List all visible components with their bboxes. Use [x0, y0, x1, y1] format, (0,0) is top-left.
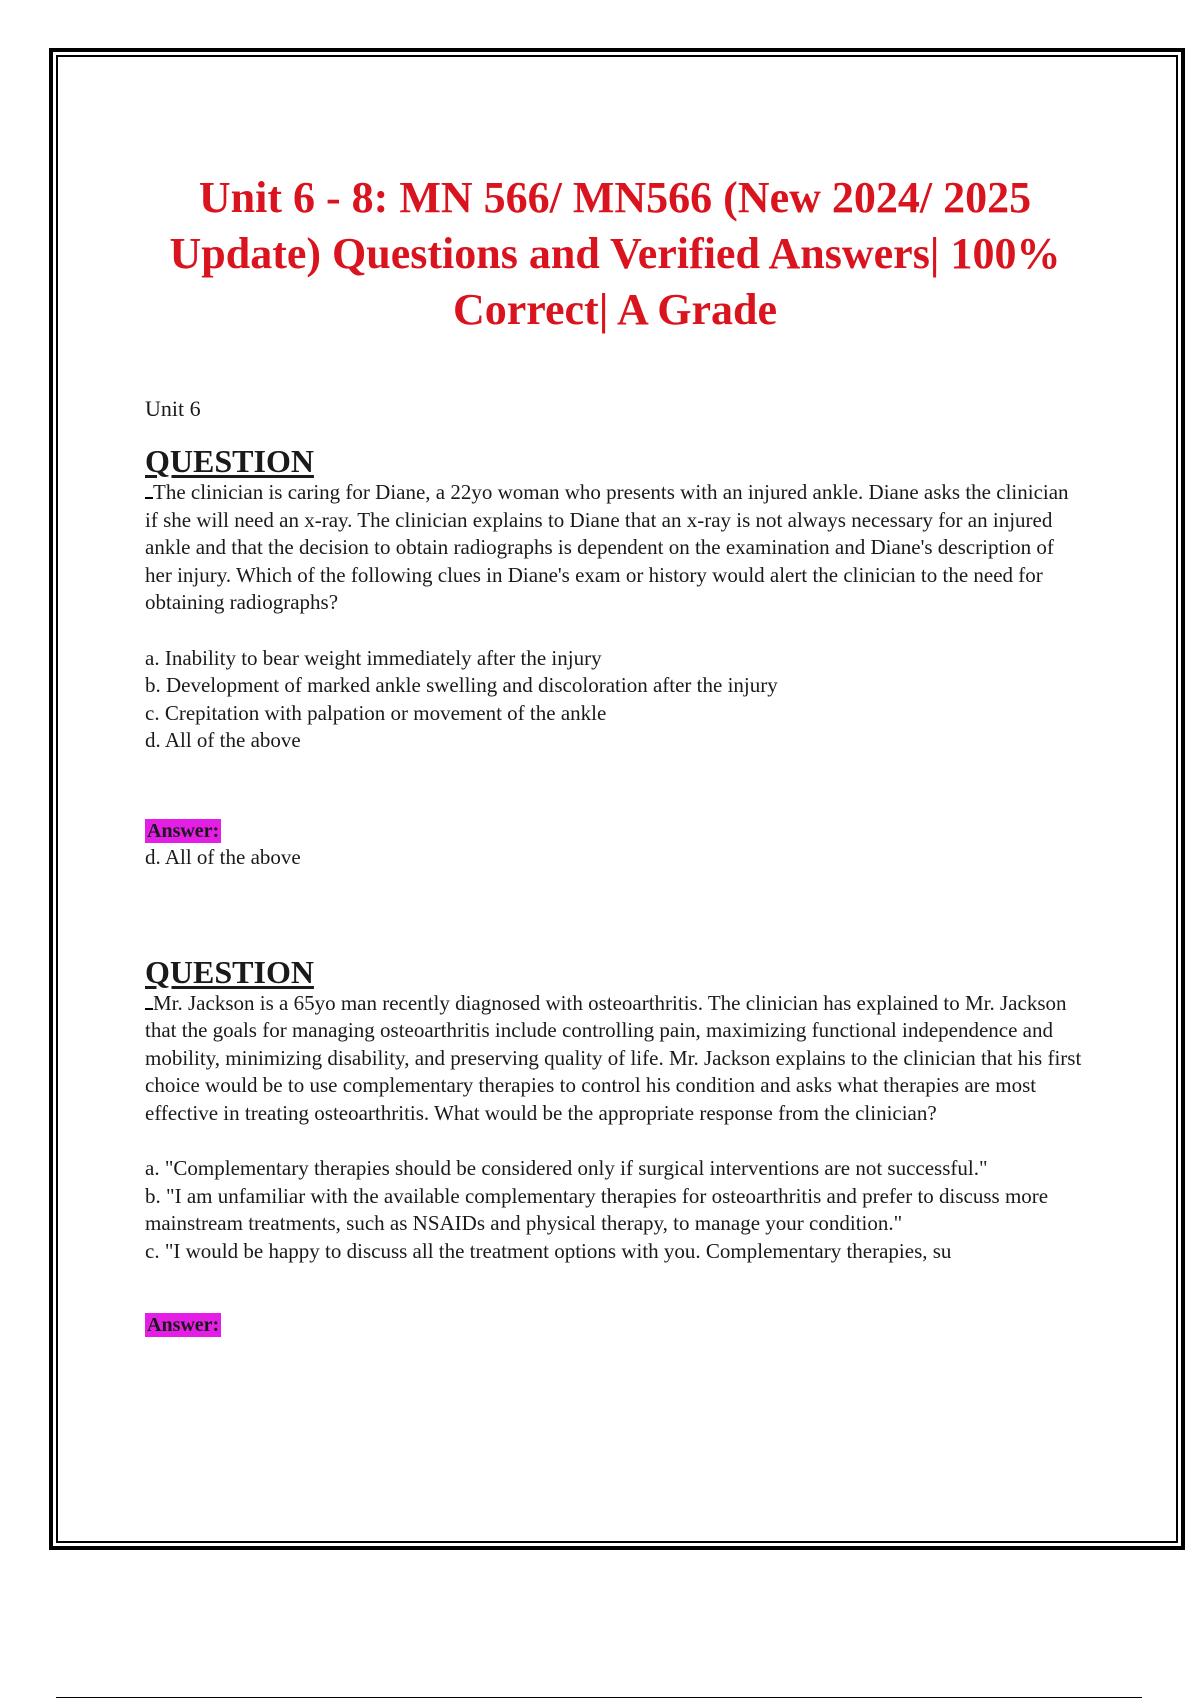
option-c: c. "I would be happy to discuss all the treatment options with you. Complementary therapies, su — [145, 1238, 952, 1263]
unit-label: Unit 6 — [145, 396, 201, 421]
underline-marker — [145, 989, 153, 1010]
option-c: c. Crepitation with palpation or movement of the ankle — [145, 700, 607, 725]
question-heading: QUESTION — [145, 443, 314, 479]
question-block-2 — [145, 955, 1085, 1338]
answer-label: Answer: — [147, 1314, 220, 1336]
option-a: a. "Complementary therapies should be considered only if surgical interventions are not successful." — [145, 1156, 988, 1180]
document-content — [145, 170, 1085, 1337]
question-body: The clinician is caring for Diane, a 22yo woman who presents with an injured ankle. Diane asks the clinician if she will need an x-ray. The clinician explains to Diane that an x-ray is not always necessary for an injured ankle and that the decision to obtain radiographs is dependent on the examination and Diane's description of her injury. Which of the following clues in Diane's exam or history would alert the clinician to the need for obtaining radiographs? — [145, 480, 1069, 614]
underline-marker — [145, 478, 153, 499]
option-d: d. All of the above — [145, 728, 301, 752]
answer-options — [145, 1155, 1085, 1265]
option-b: b. Development of marked ankle swelling and discoloration after the injury — [145, 673, 778, 697]
question-text — [145, 478, 1085, 617]
question-body: Mr. Jackson is a 65yo man recently diagnosed with osteoarthritis. The clinician has explained to Mr. Jackson that the goals for managing osteoarthritis include controlling pain, maximizing functional independence and mobility, minimizing disability, and preserving quality of life. Mr. Jackson explains to the clinician that his first choice would be to use complementary therapies to control his condition and asks what therapies are most effective in treating osteoarthritis. What would be the appropriate response from the clinician? — [145, 990, 1082, 1125]
question-text — [145, 989, 1085, 1128]
option-a: a. Inability to bear weight immediately after the injury — [145, 645, 602, 670]
question-heading: QUESTION — [145, 953, 314, 990]
answer-text: d. All of the above — [145, 844, 301, 869]
footer-divider — [56, 1697, 1142, 1698]
document-title: Unit 6 - 8: MN 566/ MN566 (New 2024/ 2025 Update) Questions and Verified Answers| 100% Correct| A Grade — [169, 173, 1061, 334]
option-b: b. "I am unfamiliar with the available complementary therapies for osteoarthritis and prefer to discuss more mainstream treatments, such as NSAIDs and physical therapy, to manage your condition." — [145, 1183, 1049, 1235]
answer-options — [145, 645, 1085, 755]
question-block-1 — [145, 422, 1085, 871]
answer-label: Answer: — [147, 819, 220, 842]
